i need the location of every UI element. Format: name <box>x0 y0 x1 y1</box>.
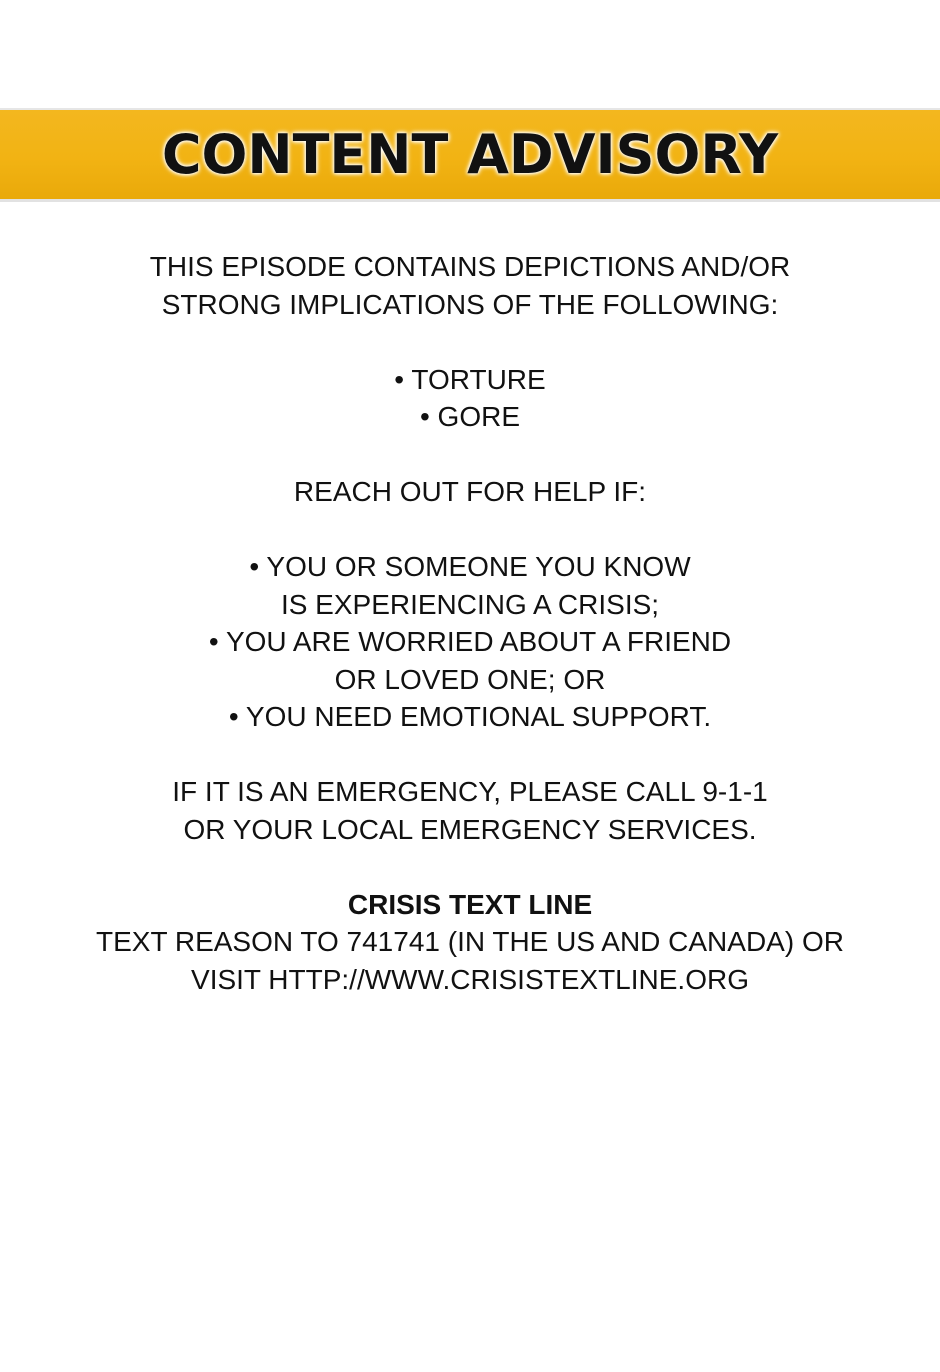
advisory-body <box>0 248 940 998</box>
spacer <box>0 848 940 886</box>
help-item: IS EXPERIENCING A CRISIS; <box>280 588 660 620</box>
intro-block <box>0 248 940 323</box>
emergency-line: OR YOUR LOCAL EMERGENCY SERVICES. <box>183 813 757 845</box>
crisis-block <box>0 886 940 999</box>
spacer <box>0 511 940 549</box>
help-item: • YOU ARE WORRIED ABOUT A FRIEND <box>208 626 732 657</box>
help-item: • YOU NEED EMOTIONAL SUPPORT. <box>228 701 712 732</box>
help-item: • YOU OR SOMEONE YOU KNOW <box>249 551 691 582</box>
banner-title: CONTENT ADVISORY <box>161 123 779 186</box>
emergency-block <box>0 773 940 848</box>
emergency-line: IF IT IS AN EMERGENCY, PLEASE CALL 9-1-1 <box>172 776 768 807</box>
topics-list <box>0 361 940 436</box>
help-heading: REACH OUT FOR HELP IF: <box>293 476 647 507</box>
intro-line: THIS EPISODE CONTAINS DEPICTIONS AND/OR <box>149 251 791 282</box>
crisis-heading: CRISIS TEXT LINE <box>347 888 593 920</box>
spacer <box>0 436 940 474</box>
spacer <box>0 736 940 774</box>
advisory-banner <box>0 108 940 202</box>
topic-item: • TORTURE <box>394 363 546 395</box>
crisis-link[interactable]: VISIT HTTP://WWW.CRISISTEXTLINE.ORG <box>191 963 749 995</box>
help-list <box>0 548 940 736</box>
intro-line: STRONG IMPLICATIONS OF THE FOLLOWING: <box>161 288 779 320</box>
spacer <box>0 323 940 361</box>
topic-item: • GORE <box>419 401 521 432</box>
crisis-line: TEXT REASON TO 741741 (IN THE US AND CANADA) OR <box>96 926 844 957</box>
help-item: OR LOVED ONE; OR <box>334 663 606 695</box>
